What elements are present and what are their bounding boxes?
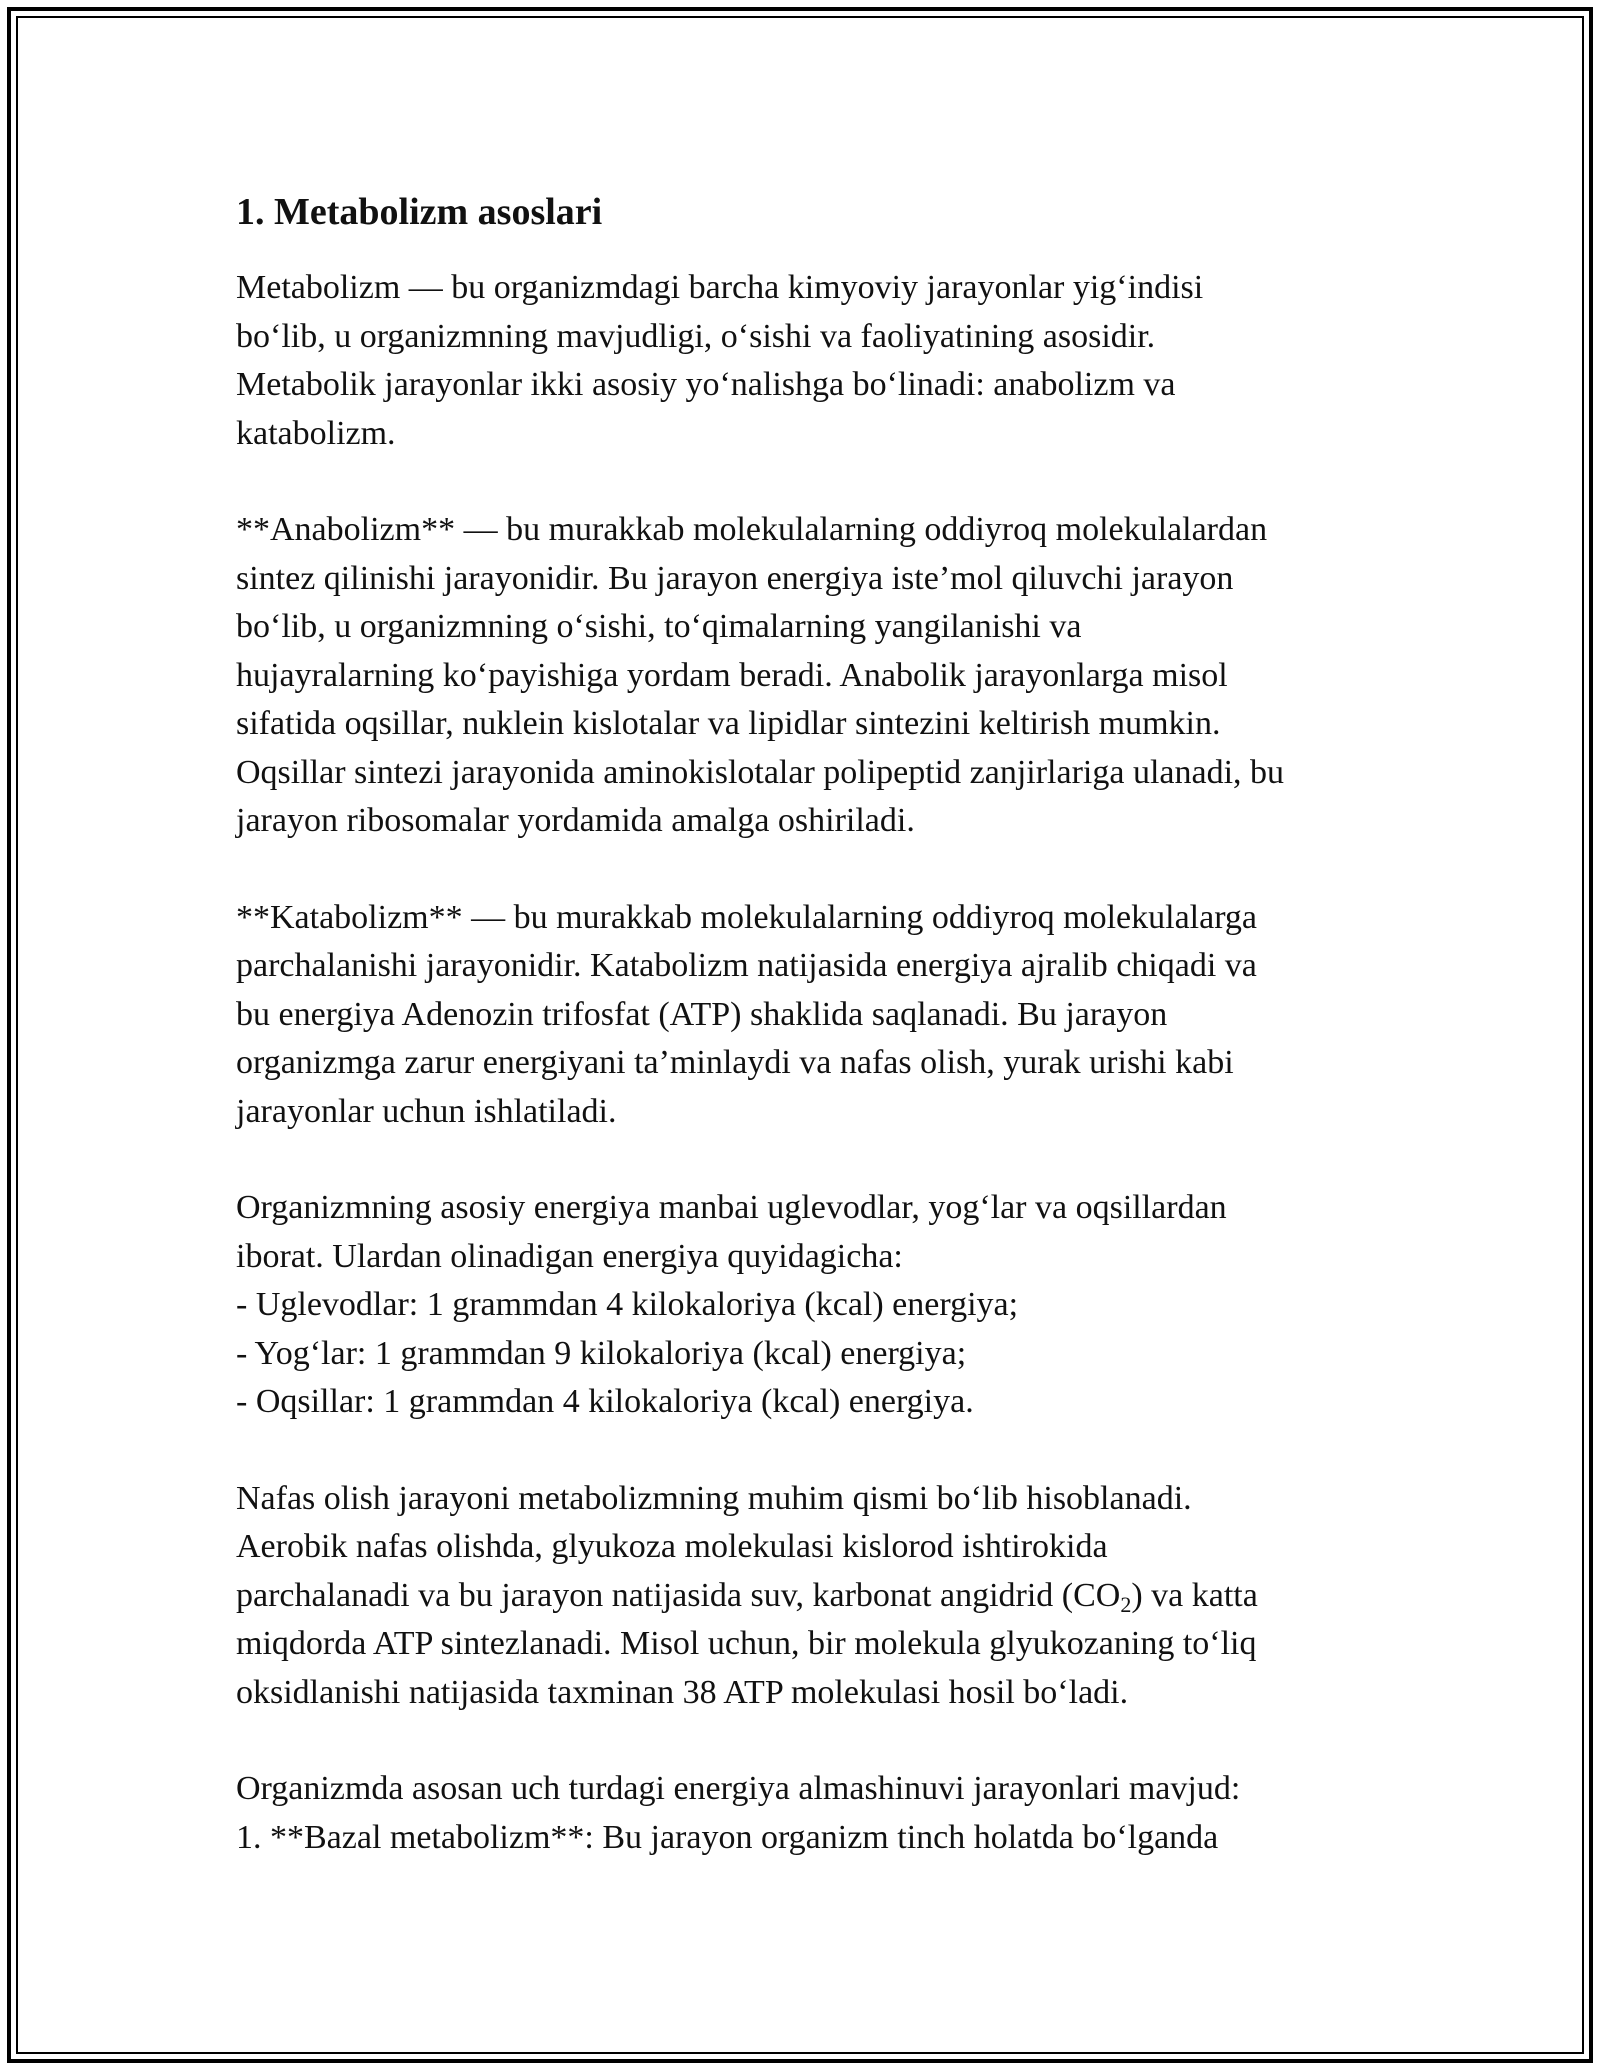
paragraph-energy-exchange [236,1765,1386,1862]
text-line: Metabolik jarayonlar ikki asosiy yo‘nalishga bo‘linadi: anabolizm va [236,366,1176,403]
section-heading: 1. Metabolizm asoslari [236,191,603,233]
text-line: organizmga zarur energiyani ta’minlaydi va nafas olish, yurak urishi kabi [236,1044,1234,1081]
text-line: Metabolizm — bu organizmdagi barcha kimyoviy jarayonlar yig‘indisi [236,269,1204,306]
co2-subscript: 2 [1120,1591,1132,1617]
text-line: miqdorda ATP sintezlanadi. Misol uchun, bir molekula glyukozaning to‘liq [236,1625,1257,1662]
list-item-carbohydrates: - Uglevodlar: 1 grammdan 4 kilokaloriya (kcal) energiya; [236,1286,1019,1323]
text-line: **Anabolizm** — bu murakkab molekulalarning oddiyroq molekulalardan [236,511,1268,548]
document-body [236,186,1386,1862]
text-segment: parchalanadi va bu jarayon natijasida suv, karbonat angidrid (CO [236,1576,1121,1614]
paragraph-respiration [236,1475,1386,1718]
text-line: hujayralarning ko‘payishiga yordam beradi. Anabolik jarayonlarga misol [236,656,1228,694]
text-line: bo‘lib, u organizmning mavjudligi, o‘sishi va faoliyatining asosidir. [236,317,1156,355]
list-item-proteins: - Oqsillar: 1 grammdan 4 kilokaloriya (kcal) energiya. [236,1383,974,1420]
text-line: **Katabolizm** — bu murakkab molekulalarning oddiyroq molekulalarga [236,898,1258,936]
list-item-fats: - Yog‘lar: 1 grammdan 9 kilokaloriya (kcal) energiya; [236,1334,967,1372]
text-line: sifatida oqsillar, nuklein kislotalar va lipidlar sintezini keltirish mumkin. [236,705,1221,742]
text-line: oksidlanishi natijasida taxminan 38 ATP molekulasi hosil bo‘ladi. [236,1673,1129,1711]
paragraph-catabolism [236,894,1386,1137]
paragraph-metabolism-intro [236,264,1386,458]
list-item-basal-metabolism: 1. **Bazal metabolizm**: Bu jarayon organizm tinch holatda bo‘lganda [236,1818,1219,1856]
text-line: Organizmning asosiy energiya manbai uglevodlar, yog‘lar va oqsillardan [236,1189,1227,1226]
text-line: iborat. Ulardan olinadigan energiya quyidagicha: [236,1237,903,1275]
text-line: Oqsillar sintezi jarayonida aminokislotalar polipeptid zanjirlariga ulanadi, bu [236,753,1285,791]
text-line: sintez qilinishi jarayonidir. Bu jarayon energiya iste’mol qiluvchi jarayon [236,559,1234,597]
text-line: jarayon ribosomalar yordamida amalga oshiriladi. [236,802,915,839]
text-line-co2 [236,1572,1386,1621]
paragraph-energy-sources [236,1184,1386,1427]
text-line: bo‘lib, u organizmning o‘sishi, to‘qimalarning yangilanishi va [236,608,1082,645]
text-segment: ) va katta [1131,1576,1258,1614]
text-line: bu energiya Adenozin trifosfat (ATP) shaklida saqlanadi. Bu jarayon [236,995,1168,1033]
paragraph-anabolism [236,506,1386,846]
text-line: parchalanishi jarayonidir. Katabolizm natijasida energiya ajralib chiqadi va [236,947,1257,984]
text-line: katabolizm. [236,414,396,452]
text-line: Nafas olish jarayoni metabolizmning muhim qismi bo‘lib hisoblanadi. [236,1479,1192,1517]
text-line: Organizmda asosan uch turdagi energiya almashinuvi jarayonlari mavjud: [236,1770,1241,1807]
text-line: jarayonlar uchun ishlatiladi. [236,1092,617,1130]
text-line: Aerobik nafas olishda, glyukoza molekulasi kislorod ishtirokida [236,1528,1108,1565]
